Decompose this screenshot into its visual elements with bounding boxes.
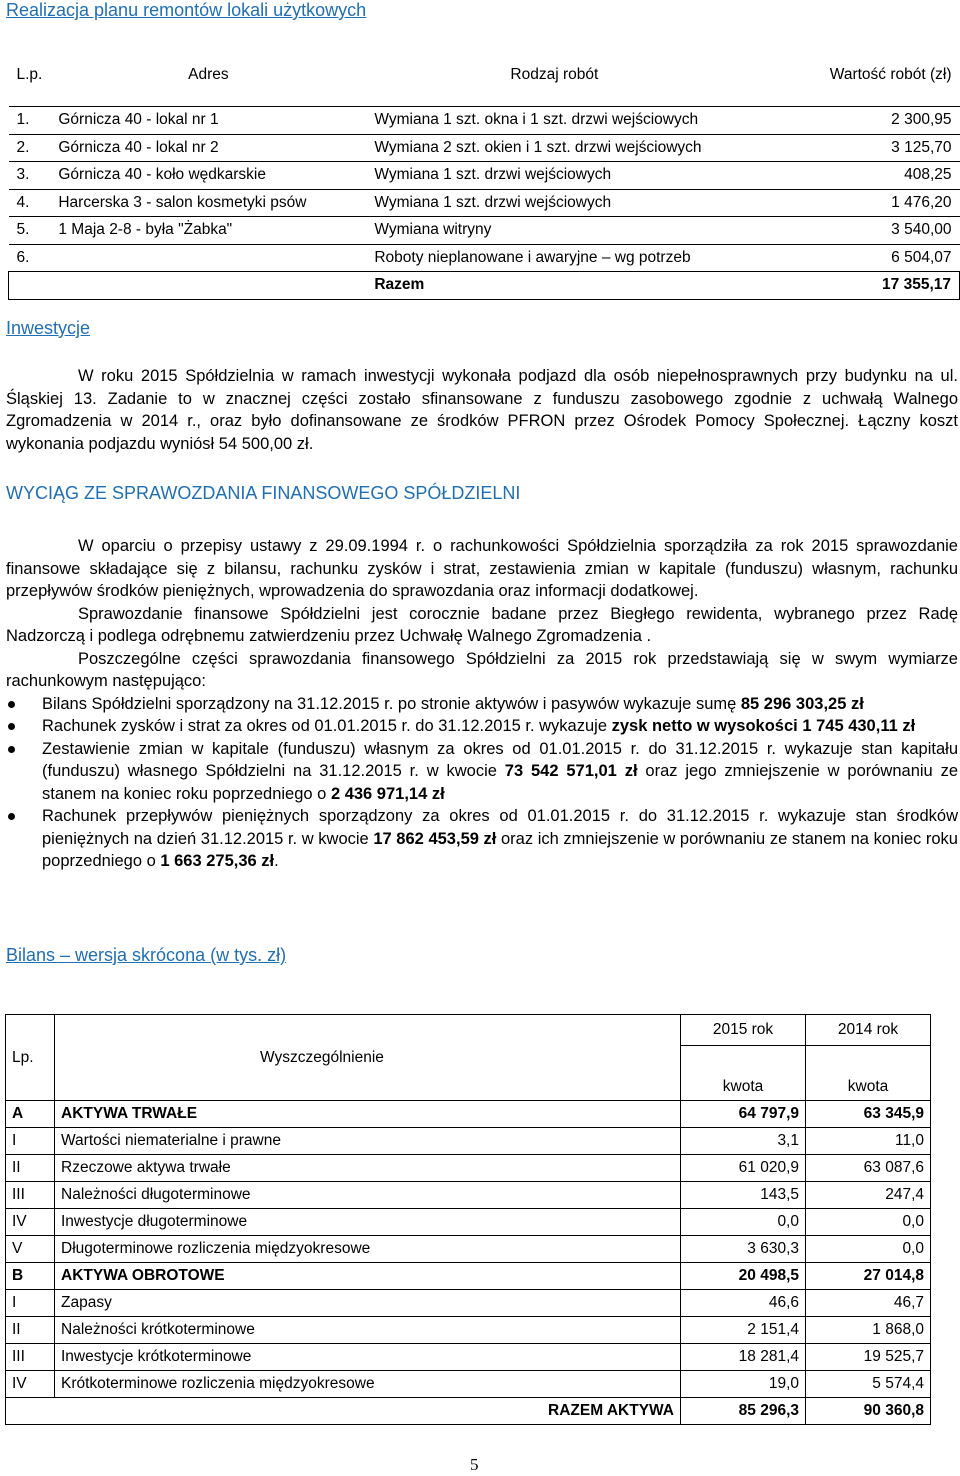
bullet-profit (6, 715, 958, 738)
bullet-text: oraz ich zmniejszenie w porównaniu ze stanem na koniec roku poprzedniego o (42, 829, 958, 870)
bullet-cashflow (6, 805, 958, 873)
total-label: RAZEM AKTYWA (55, 1398, 681, 1425)
investments-paragraph (6, 365, 958, 455)
cell-2014: 46,7 (806, 1290, 931, 1317)
cell-lp: 4. (9, 189, 51, 217)
cell-lp: 6. (9, 244, 51, 272)
cell-work-type: Wymiana 1 szt. drzwi wejściowych (366, 162, 742, 190)
balance-row (6, 1209, 931, 1236)
financial-paragraph-2: Sprawozdanie finansowe Spółdzielni jest corocznie badane przez Biegłego rewidenta, wybranego przez Radę Nadzorczą i podlega odrębnemu zatwierdzeniu przez Uchwałę Walnego Zgromadzenia . (6, 604, 958, 645)
cell-2014: 63 087,6 (806, 1155, 931, 1182)
balance-row (6, 1182, 931, 1209)
cell-lp: B (6, 1263, 55, 1290)
table-row (9, 217, 960, 245)
col-header-unit-2014: kwota (806, 1046, 931, 1101)
col-header-unit-2015: kwota (681, 1046, 806, 1101)
cell-2014: 247,4 (806, 1182, 931, 1209)
cell-2014: 5 574,4 (806, 1371, 931, 1398)
repairs-table (8, 44, 960, 300)
cell-address: Górnicza 40 - koło wędkarskie (50, 162, 366, 190)
financial-paragraph-3: Poszczególne części sprawozdania finansowego Spółdzielni za 2015 rok przedstawiają się w swym wymiarze rachunkowym następująco: (6, 649, 958, 690)
cell-description: AKTYWA TRWAŁE (55, 1101, 681, 1128)
bullet-bold: 2 436 971,14 zł (330, 784, 445, 803)
cell-2015: 2 151,4 (681, 1317, 806, 1344)
table-total-row (9, 272, 960, 300)
balance-row (6, 1155, 931, 1182)
cell-description: Zapasy (55, 1290, 681, 1317)
section-title-balance: Bilans – wersja skrócona (w tys. zł) (6, 945, 287, 965)
financial-text-block (6, 535, 958, 873)
cell-work-type: Wymiana 1 szt. okna i 1 szt. drzwi wejściowych (366, 107, 742, 135)
cell-lp: 3. (9, 162, 51, 190)
total-2015: 85 296,3 (681, 1398, 806, 1425)
cell-2015: 64 797,9 (681, 1101, 806, 1128)
cell-address (50, 244, 366, 272)
table-row (9, 162, 960, 190)
cell-2014: 1 868,0 (806, 1317, 931, 1344)
cell-lp: 2. (9, 134, 51, 162)
cell-2014: 11,0 (806, 1128, 931, 1155)
table-header-row (9, 44, 960, 107)
cell-lp: IV (6, 1371, 55, 1398)
cell-work-type: Wymiana 2 szt. okien i 1 szt. drzwi wejściowych (366, 134, 742, 162)
bullet-bold: 1 663 275,36 zł (160, 852, 275, 870)
cell-lp: 5. (9, 217, 51, 245)
bullet-text: . (274, 852, 279, 870)
cell-2014: 63 345,9 (806, 1101, 931, 1128)
page-number: 5 (470, 1455, 479, 1474)
cell-description: Rzeczowe aktywa trwałe (55, 1155, 681, 1182)
cell-empty (50, 272, 366, 300)
cell-value: 3 125,70 (742, 134, 959, 162)
cell-value: 408,25 (742, 162, 959, 190)
bullet-bold: zysk netto w wysokości 1 745 430,11 zł (611, 717, 916, 735)
cell-2015: 46,6 (681, 1290, 806, 1317)
cell-address: Harcerska 3 - salon kosmetyki psów (50, 189, 366, 217)
cell-2014: 0,0 (806, 1236, 931, 1263)
bullet-text: Rachunek zysków i strat za okres od 01.01.2015 r. do 31.12.2015 r. wykazuje (42, 717, 612, 735)
bullet-bold: 73 542 571,01 zł (504, 762, 638, 780)
bullet-balance (6, 693, 958, 716)
bullet-text: oraz jego zmniejszenie w porównaniu ze stanem na koniec roku poprzedniego o (42, 762, 959, 803)
col-header-description: Wyszczególnienie (55, 1015, 681, 1101)
cell-2015: 0,0 (681, 1209, 806, 1236)
cell-empty (9, 272, 51, 300)
financial-paragraph-1: W oparciu o przepisy ustawy z 29.09.1994 r. o rachunkowości Spółdzielnia sporządziła za rok 2015 sprawozdanie finansowe składające się z bilansu, rachunku zysków i strat, zestawienia zmian w kapitale (funduszu) własnym, rachunku przepływów środków pieniężnych, wprowadzenia do sprawozdania oraz informacji dodatkowej. (6, 537, 958, 600)
cell-2014: 0,0 (806, 1209, 931, 1236)
bullet-bold: 85 296 303,25 zł (740, 694, 864, 713)
balance-row (6, 1317, 931, 1344)
balance-row (6, 1128, 931, 1155)
cell-description: Inwestycje krótkoterminowe (55, 1344, 681, 1371)
section-title-investments: Inwestycje (6, 318, 91, 338)
bullet-text: Bilans Spółdzielni sporządzony na 31.12.2015 r. po stronie aktywów i pasywów wykazuje sumę (42, 694, 741, 713)
cell-lp: III (6, 1344, 55, 1371)
financial-bullets (6, 693, 958, 873)
balance-total-row (6, 1398, 931, 1425)
cell-2015: 19,0 (681, 1371, 806, 1398)
bullet-text: Rachunek przepływów pieniężnych sporządzony za okres od 01.01.2015 r. do 31.12.2015 r. wykazuje stan środków pieniężnych na dzień 31.12.2015 r. w kwocie (42, 807, 958, 848)
cell-value: 2 300,95 (742, 107, 959, 135)
cell-description: Długoterminowe rozliczenia międzyokresowe (55, 1236, 681, 1263)
table-row (9, 244, 960, 272)
balance-body (6, 1101, 931, 1398)
cell-description: Należności krótkoterminowe (55, 1317, 681, 1344)
col-header-lp: Lp. (6, 1015, 55, 1101)
balance-row (6, 1236, 931, 1263)
table-row (9, 189, 960, 217)
cell-value: 3 540,00 (742, 217, 959, 245)
balance-header-row-1 (6, 1015, 931, 1046)
col-header-lp: L.p. (16, 66, 43, 83)
cell-description: Należności długoterminowe (55, 1182, 681, 1209)
col-header-2015: 2015 rok (681, 1015, 806, 1046)
bullet-equity (6, 738, 958, 806)
cell-2014: 27 014,8 (806, 1263, 931, 1290)
cell-2014: 19 525,7 (806, 1344, 931, 1371)
cell-lp: A (6, 1101, 55, 1128)
table-row (9, 107, 960, 135)
balance-row (6, 1371, 931, 1398)
cell-address: Górnicza 40 - lokal nr 2 (50, 134, 366, 162)
cell-work-type: Roboty nieplanowane i awaryjne – wg potrzeb (366, 244, 742, 272)
cell-2015: 20 498,5 (681, 1263, 806, 1290)
cell-2015: 18 281,4 (681, 1344, 806, 1371)
cell-address: Górnicza 40 - lokal nr 1 (50, 107, 366, 135)
cell-description: AKTYWA OBROTOWE (55, 1263, 681, 1290)
total-2014: 90 360,8 (806, 1398, 931, 1425)
balance-table (5, 1014, 931, 1425)
cell-value: 1 476,20 (742, 189, 959, 217)
balance-row (6, 1344, 931, 1371)
cell-lp: II (6, 1155, 55, 1182)
cell-empty (6, 1398, 55, 1425)
col-header-work-type: Rodzaj robót (510, 66, 599, 83)
cell-lp: III (6, 1182, 55, 1209)
cell-lp: V (6, 1236, 55, 1263)
col-header-2014: 2014 rok (806, 1015, 931, 1046)
cell-description: Inwestycje długoterminowe (55, 1209, 681, 1236)
bullet-bold: 17 862 453,59 zł (373, 829, 497, 848)
cell-description: Krótkoterminowe rozliczenia międzyokresowe (55, 1371, 681, 1398)
cell-lp: I (6, 1290, 55, 1317)
balance-row (6, 1101, 931, 1128)
balance-row (6, 1290, 931, 1317)
cell-work-type: Wymiana 1 szt. drzwi wejściowych (366, 189, 742, 217)
total-label: Razem (366, 272, 742, 300)
cell-2015: 3,1 (681, 1128, 806, 1155)
table-row (9, 134, 960, 162)
cell-address: 1 Maja 2-8 - była "Żabka" (50, 217, 366, 245)
col-header-address: Adres (188, 66, 229, 83)
cell-lp: II (6, 1317, 55, 1344)
cell-lp: I (6, 1128, 55, 1155)
cell-2015: 61 020,9 (681, 1155, 806, 1182)
total-value: 17 355,17 (742, 272, 959, 300)
investments-text: W roku 2015 Spółdzielnia w ramach inwestycji wykonała podjazd dla osób niepełnosprawnych przy budynku na ul. Śląskiej 13. Zadanie to w znacznej części zostało sfinansowane z funduszu zasobowego zgodnie z uchwałą Walnego Zgromadzenia w 2014 r., oraz było dofinansowane ze środków PFRON przez Ośrodek Pomocy Społecznej. Łączny koszt wykonania podjazdu wyniósł 54 500,00 zł. (6, 367, 958, 453)
cell-2015: 3 630,3 (681, 1236, 806, 1263)
cell-value: 6 504,07 (742, 244, 959, 272)
col-header-value: Wartość robót (zł) (829, 66, 952, 83)
balance-row (6, 1263, 931, 1290)
cell-description: Wartości niematerialne i prawne (55, 1128, 681, 1155)
cell-work-type: Wymiana witryny (366, 217, 742, 245)
cell-lp: 1. (9, 107, 51, 135)
bullet-text: Zestawienie zmian w kapitale (funduszu) własnym za okres od 01.01.2015 r. do 31.12.2015 r. wykazuje stan kapitału (funduszu) własnego Spółdzielni na 31.12.2015 r. w kwocie (42, 739, 958, 780)
section-title-financial: WYCIĄG ZE SPRAWOZDANIA FINANSOWEGO SPÓŁDZIELNI (6, 483, 521, 503)
cell-2015: 143,5 (681, 1182, 806, 1209)
section-title-repairs: Realizacja planu remontów lokali użytkowych (6, 0, 367, 20)
cell-lp: IV (6, 1209, 55, 1236)
